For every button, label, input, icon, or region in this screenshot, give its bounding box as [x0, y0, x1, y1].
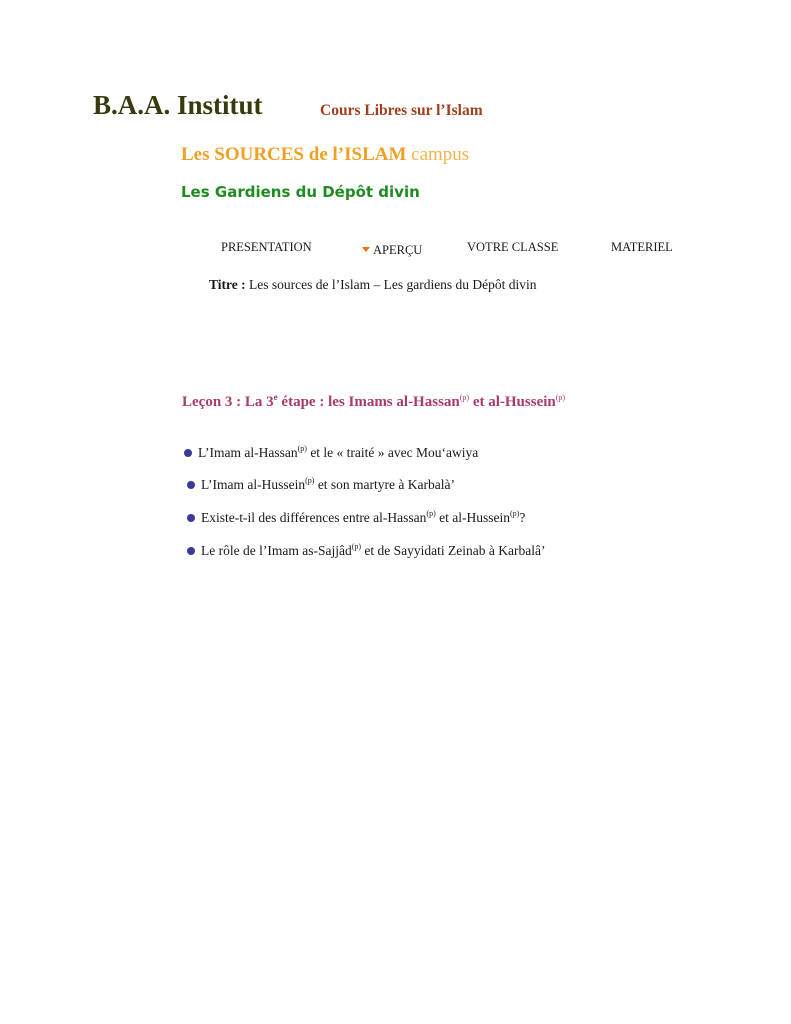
- lesson-sup1: (p): [459, 393, 470, 402]
- list-item-part: et al-Hussein: [435, 510, 510, 525]
- list-item: [187, 543, 545, 559]
- list-item-sup: (p): [426, 509, 436, 518]
- list-item-part: L’Imam al-Hussein: [201, 477, 306, 492]
- list-item-text: [198, 445, 478, 461]
- bullet-icon: [187, 481, 195, 489]
- list-item-text: [201, 510, 525, 526]
- caret-down-icon: [362, 247, 370, 252]
- list-item-part: et le « traité » avec Mou‘awiya: [306, 445, 479, 460]
- tagline: Cours Libres sur l’Islam: [320, 102, 483, 119]
- lesson-part2: étape : les Imams al-Hassan: [277, 394, 460, 410]
- list-item-sup: (p): [305, 476, 315, 485]
- list-item: [187, 477, 455, 493]
- list-item-sup: (p): [297, 444, 307, 453]
- list-item-part: ?: [519, 510, 526, 525]
- lesson-part3: et al-Hussein: [469, 394, 556, 410]
- nav-votre-classe[interactable]: VOTRE CLASSE: [467, 240, 559, 254]
- course-title: [181, 144, 469, 166]
- titre-line: [209, 277, 537, 293]
- course-subtitle: Les Gardiens du Dépôt divin: [181, 183, 420, 201]
- course-title-campus: campus: [411, 144, 470, 165]
- course-title-main: Les SOURCES de l’ISLAM: [181, 144, 407, 165]
- nav-apercu-label: APERÇU: [373, 243, 423, 257]
- list-item-text: [201, 477, 455, 493]
- list-item: [187, 510, 525, 526]
- list-item-part: L’Imam al-Hassan: [198, 445, 298, 460]
- list-item-part: Existe-t-il des différences entre al-Hassan: [201, 510, 427, 525]
- lesson-sup2: (p): [555, 393, 566, 402]
- nav-presentation[interactable]: PRESENTATION: [221, 240, 312, 254]
- brand-title: B.A.A. Institut: [93, 90, 263, 120]
- list-item-part: Le rôle de l’Imam as-Sajjâd: [201, 543, 352, 558]
- titre-label: Titre :: [209, 277, 246, 292]
- lesson-ordinal: e: [273, 392, 278, 402]
- lesson-heading: [182, 394, 565, 411]
- nav-apercu[interactable]: [362, 243, 422, 258]
- bullet-icon: [184, 449, 192, 457]
- list-item-sup: (p): [351, 542, 362, 551]
- list-item: [184, 445, 478, 461]
- bullet-icon: [187, 547, 195, 555]
- titre-value: Les sources de l’Islam – Les gardiens du Dépôt divin: [249, 277, 537, 292]
- list-item-part: et son martyre à Karbalà’: [314, 477, 455, 492]
- list-item-part: et de Sayyidati Zeinab à Karbalâ’: [361, 543, 546, 558]
- lesson-part1: Leçon 3 : La 3: [182, 394, 274, 410]
- list-item-text: [201, 543, 545, 559]
- list-item-sup: (p): [509, 509, 520, 518]
- bullet-icon: [187, 514, 195, 522]
- nav-materiel[interactable]: MATERIEL: [611, 240, 673, 254]
